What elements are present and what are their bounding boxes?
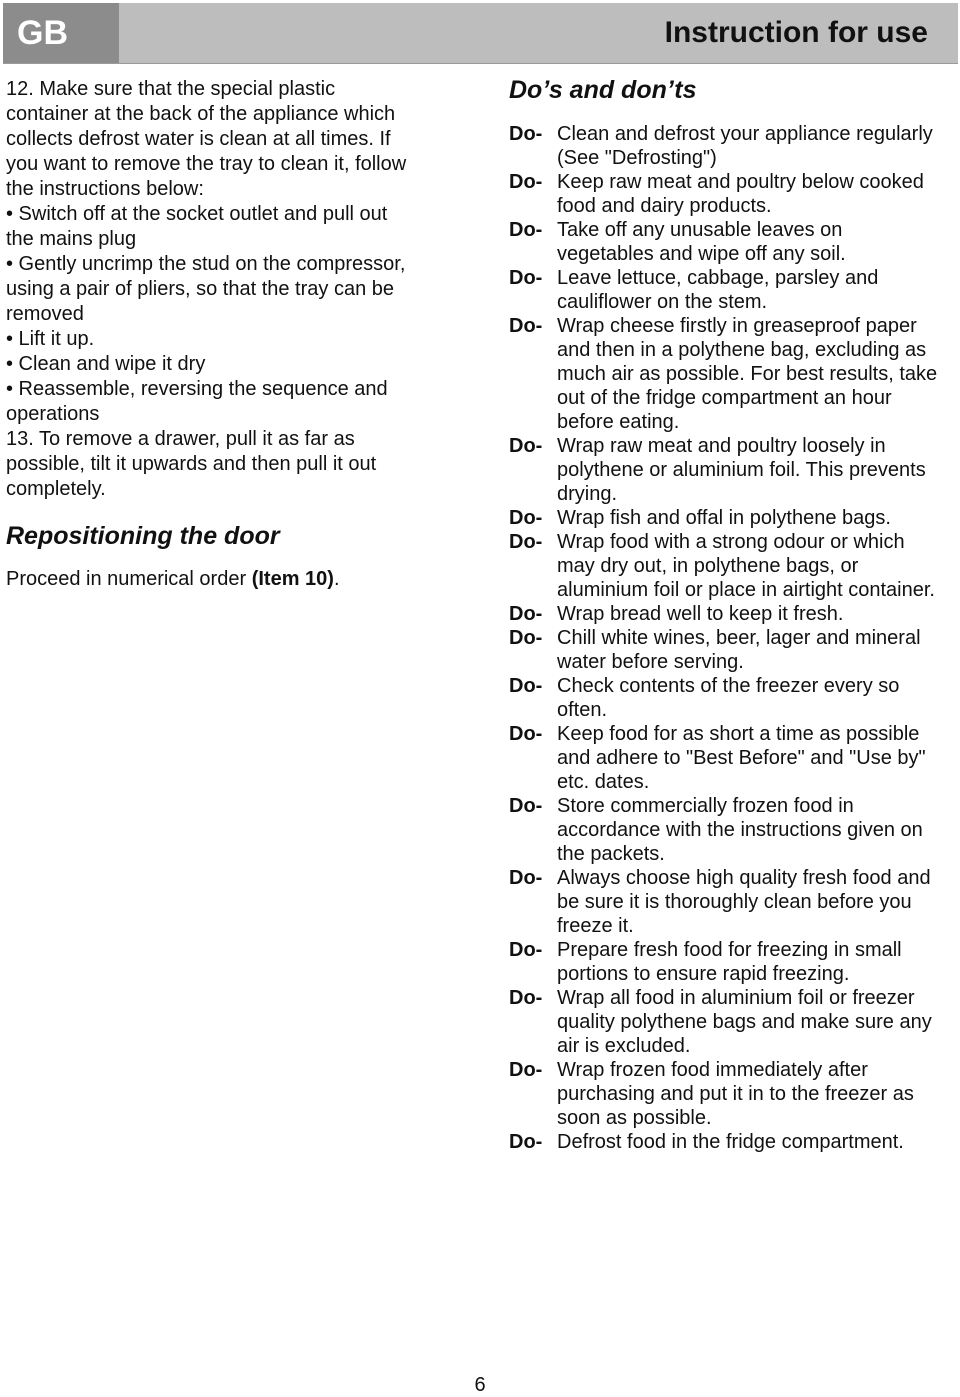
do-text-line: portions to ensure rapid freezing. xyxy=(557,963,850,985)
dos-and-donts-heading: Do’s and don’ts xyxy=(509,76,697,104)
instruction-line: 13. To remove a drawer, pull it as far as xyxy=(6,428,355,450)
do-item xyxy=(509,722,959,794)
do-text-line: Prepare fresh food for freezing in small xyxy=(557,939,902,961)
repositioning-heading: Repositioning the door xyxy=(6,522,280,550)
instruction-line: removed xyxy=(6,303,84,325)
instruction-line: • Gently uncrimp the stud on the compressor, xyxy=(6,253,406,275)
instruction-line: possible, tilt it upwards and then pull it out xyxy=(6,453,377,475)
do-label: Do- xyxy=(509,267,543,289)
do-item xyxy=(509,986,959,1058)
do-item xyxy=(509,626,959,674)
do-label: Do- xyxy=(509,675,543,697)
instruction-line: 12. Make sure that the special plastic xyxy=(6,78,336,100)
do-text-line: water before serving. xyxy=(557,651,744,673)
do-label: Do- xyxy=(509,123,543,145)
do-text-line: (See "Defrosting") xyxy=(557,147,717,169)
do-text-line: Leave lettuce, cabbage, parsley and xyxy=(557,267,879,289)
do-text-line: quality polythene bags and make sure any xyxy=(557,1011,932,1033)
language-badge: GB xyxy=(3,3,119,63)
proceed-text: Proceed in numerical order xyxy=(6,568,252,590)
do-text-line: and then in a polythene bag, excluding as xyxy=(557,339,927,361)
do-text-line: and adhere to "Best Before" and "Use by" xyxy=(557,747,926,769)
do-text-line: drying. xyxy=(557,483,618,505)
do-text-line: air is excluded. xyxy=(557,1035,691,1057)
do-item xyxy=(509,218,959,266)
instruction-line: the instructions below: xyxy=(6,178,204,200)
instruction-line: collects defrost water is clean at all times. If xyxy=(6,128,391,150)
do-item xyxy=(509,938,959,986)
proceed-item-ref: (Item 10) xyxy=(251,568,334,590)
do-text-line: etc. dates. xyxy=(557,771,650,793)
do-label: Do- xyxy=(509,939,543,961)
proceed-end: . xyxy=(333,568,340,590)
do-text-line: Wrap food with a strong odour or which xyxy=(557,531,905,553)
do-label: Do- xyxy=(509,1131,543,1153)
do-text-line: soon as possible. xyxy=(557,1107,712,1129)
do-text-line: out of the fridge compartment an hour xyxy=(557,387,892,409)
do-text-line: vegetables and wipe off any soil. xyxy=(557,243,846,265)
instruction-line: • Lift it up. xyxy=(6,328,95,350)
instruction-line: container at the back of the appliance which xyxy=(6,103,396,125)
do-label: Do- xyxy=(509,867,543,889)
page-number: 6 xyxy=(474,1374,486,1396)
do-text-line: before eating. xyxy=(557,411,680,433)
do-text-line: the packets. xyxy=(557,843,665,865)
maintenance-instructions xyxy=(6,77,468,502)
do-label: Do- xyxy=(509,315,543,337)
do-item xyxy=(509,434,959,506)
do-text-line: Wrap fish and offal in polythene bags. xyxy=(557,507,891,529)
do-label: Do- xyxy=(509,219,543,241)
do-text-line: Keep food for as short a time as possible xyxy=(557,723,920,745)
do-text-line: aluminium foil or place in airtight container. xyxy=(557,579,935,601)
do-text-line: much air as possible. For best results, take xyxy=(557,363,938,385)
do-item xyxy=(509,314,959,434)
instruction-line: operations xyxy=(6,403,100,425)
do-list xyxy=(509,122,959,1154)
do-text-line: may dry out, in polythene bags, or xyxy=(557,555,859,577)
do-text-line: freeze it. xyxy=(557,915,634,937)
do-text-line: Always choose high quality fresh food and xyxy=(557,867,931,889)
left-column xyxy=(6,77,468,592)
do-item xyxy=(509,794,959,866)
do-text-line: be sure it is thoroughly clean before you xyxy=(557,891,912,913)
do-text-line: Wrap bread well to keep it fresh. xyxy=(557,603,844,625)
do-text-line: food and dairy products. xyxy=(557,195,772,217)
instruction-line: using a pair of pliers, so that the tray can be xyxy=(6,278,394,300)
do-text-line: Check contents of the freezer every so xyxy=(557,675,900,697)
do-label: Do- xyxy=(509,435,543,457)
do-label: Do- xyxy=(509,1059,543,1081)
do-text-line: Take off any unusable leaves on xyxy=(557,219,843,241)
instruction-line: the mains plug xyxy=(6,228,137,250)
do-label: Do- xyxy=(509,603,543,625)
do-item xyxy=(509,170,959,218)
instruction-line: • Clean and wipe it dry xyxy=(6,353,206,375)
do-text-line: Wrap raw meat and poultry loosely in xyxy=(557,435,886,457)
do-label: Do- xyxy=(509,795,543,817)
right-column xyxy=(509,78,959,1154)
do-text-line: Clean and defrost your appliance regularly xyxy=(557,123,933,145)
do-label: Do- xyxy=(509,507,543,529)
do-text-line: Store commercially frozen food in xyxy=(557,795,854,817)
instruction-line: • Switch off at the socket outlet and pull out xyxy=(6,203,388,225)
do-text-line: often. xyxy=(557,699,608,721)
do-item xyxy=(509,866,959,938)
proceed-paragraph xyxy=(6,567,468,592)
do-item xyxy=(509,1130,959,1154)
do-text-line: accordance with the instructions given on xyxy=(557,819,923,841)
instruction-line: • Reassemble, reversing the sequence and xyxy=(6,378,388,400)
do-item xyxy=(509,1058,959,1130)
do-label: Do- xyxy=(509,723,543,745)
do-label: Do- xyxy=(509,627,543,649)
do-label: Do- xyxy=(509,987,543,1009)
do-text-line: cauliflower on the stem. xyxy=(557,291,768,313)
instruction-line: completely. xyxy=(6,478,106,500)
do-text-line: Wrap frozen food immediately after xyxy=(557,1059,868,1081)
do-text-line: Defrost food in the fridge compartment. xyxy=(557,1131,904,1153)
do-text-line: Chill white wines, beer, lager and mineral xyxy=(557,627,921,649)
do-text-line: purchasing and put it in to the freezer as xyxy=(557,1083,914,1105)
do-text-line: Keep raw meat and poultry below cooked xyxy=(557,171,924,193)
do-label: Do- xyxy=(509,171,543,193)
do-item xyxy=(509,674,959,722)
do-text-line: Wrap all food in aluminium foil or freezer xyxy=(557,987,915,1009)
do-text-line: polythene or aluminium foil. This prevents xyxy=(557,459,926,481)
do-item xyxy=(509,506,959,530)
do-item xyxy=(509,602,959,626)
page-title: Instruction for use xyxy=(664,16,928,49)
do-item xyxy=(509,530,959,602)
do-label: Do- xyxy=(509,531,543,553)
do-item xyxy=(509,266,959,314)
do-text-line: Wrap cheese firstly in greaseproof paper xyxy=(557,315,917,337)
instruction-line: you want to remove the tray to clean it, follow xyxy=(6,153,407,175)
do-item xyxy=(509,122,959,170)
